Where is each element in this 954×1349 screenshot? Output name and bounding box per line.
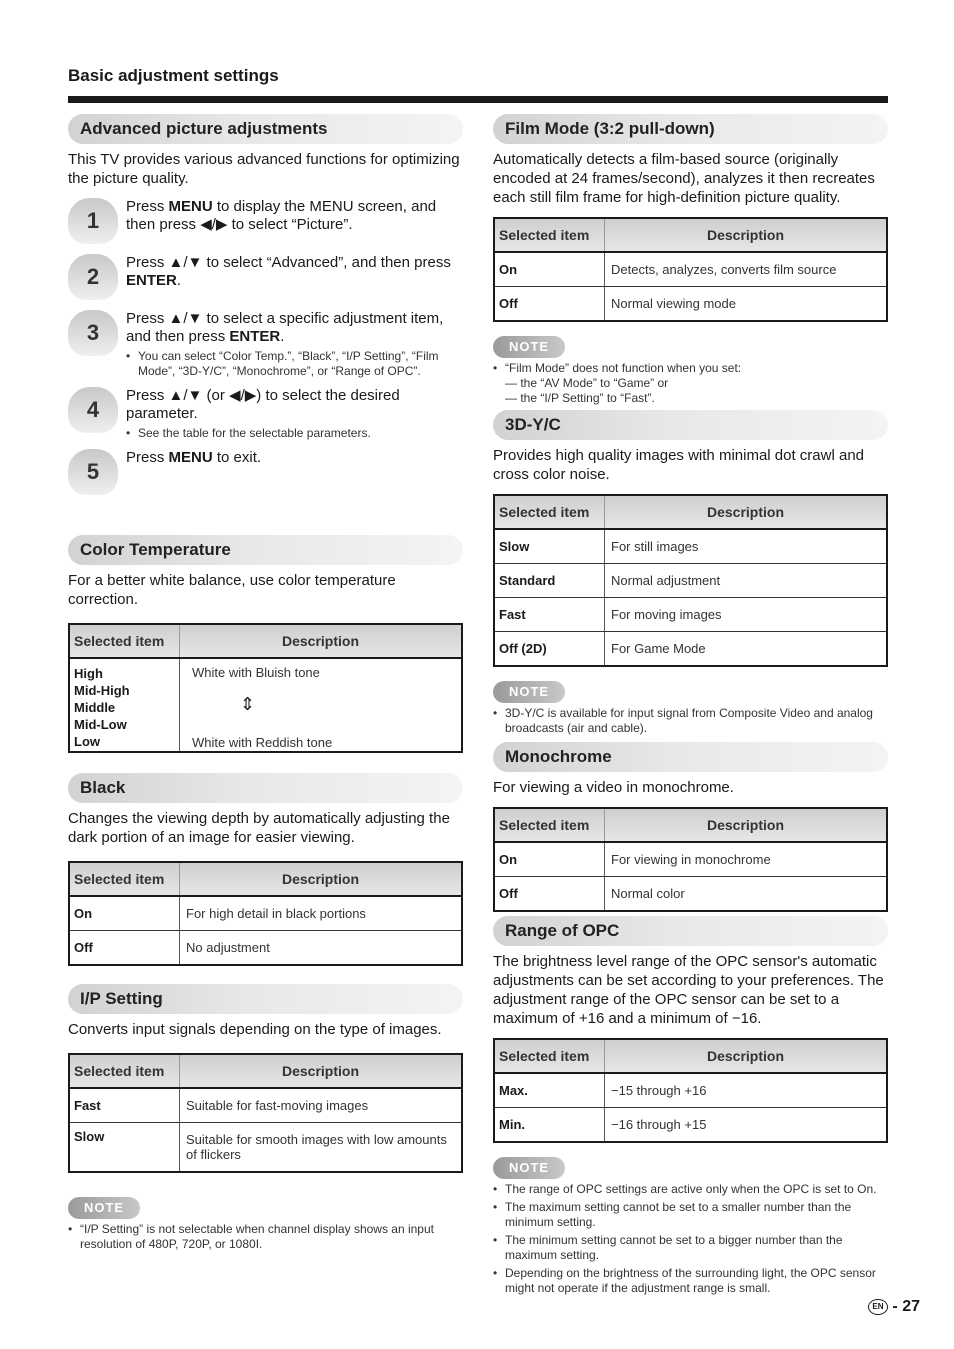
step-number-badge: 1 <box>68 198 118 244</box>
step-note: • You can select “Color Temp.”, “Black”, “I/P Setting”, “Film Mode”, “3D-Y/C”, “Monochrome”, or “Range of OPC”. <box>126 349 463 379</box>
color-temp-table <box>68 623 463 753</box>
section-heading-film-mode: Film Mode (3:2 pull-down) <box>493 114 888 144</box>
column-header-description: Description <box>605 495 888 529</box>
column-header-item: Selected item <box>494 808 605 842</box>
black-intro: Changes the viewing depth by automatically adjusting the dark portion of an image for easier viewing. <box>68 810 450 846</box>
film-mode-intro: Automatically detects a film-based source (originally encoded at 24 frames/second), analyzes it then recreates each still film frame for high-definition picture quality. <box>493 151 875 206</box>
film-mode-note-sub-2: — the “I/P Setting” to “Fast”. <box>505 391 655 405</box>
table-cell-item: On <box>69 896 180 931</box>
step-3 <box>68 310 463 379</box>
section-heading-advanced: Advanced picture adjustments <box>68 114 463 144</box>
note-badge: NOTE <box>493 1157 565 1179</box>
step-text: Press ▲/▼ to select a specific adjustment item, and then press ENTER. • You can select “Color Temp.”, “Black”, “I/P Setting”, “Film Mode”, “3D-Y/C”, “Monochrome”, or “Range of OPC”. <box>126 310 463 379</box>
film-mode-note-sub-1: — the “AV Mode” to “Game” or <box>505 376 669 390</box>
column-header-item: Selected item <box>69 624 180 658</box>
language-badge: EN <box>868 1299 888 1315</box>
table-row <box>494 252 887 287</box>
black-table <box>68 861 463 966</box>
note-badge: NOTE <box>493 681 565 703</box>
section-heading-black: Black <box>68 773 463 803</box>
page-title: Basic adjustment settings <box>68 66 279 85</box>
table-cell-description: −15 through +16 <box>605 1073 888 1108</box>
yc3d-table <box>493 494 888 667</box>
advanced-intro: This TV provides various advanced functions for optimizing the picture quality. <box>68 151 460 187</box>
page-number <box>868 1298 920 1316</box>
table-row <box>494 287 887 322</box>
column-header-description: Description <box>180 1054 463 1088</box>
table-cell-description: Suitable for smooth images with low amounts of flickers <box>180 1123 463 1173</box>
header-rule <box>68 96 888 103</box>
column-header-item: Selected item <box>494 1039 605 1073</box>
film-mode-table <box>493 217 888 322</box>
column-header-description: Description <box>605 808 888 842</box>
page-number-text: - 27 <box>892 1298 920 1315</box>
left-column <box>68 114 463 1252</box>
table-row <box>69 931 462 966</box>
table-cell-description: For still images <box>605 529 888 564</box>
section-heading-3d-yc: 3D-Y/C <box>493 410 888 440</box>
table-cell-item: On <box>494 842 605 877</box>
note-badge: NOTE <box>68 1197 140 1219</box>
step-text: Press MENU to exit. <box>126 449 262 466</box>
note-item: • The maximum setting cannot be set to a smaller number than the minimum setting. <box>493 1200 888 1230</box>
opc-intro: The brightness level range of the OPC sensor's automatic adjustments can be set according to your preferences. The adjustment range of the OPC sensor can be set to a maximum of +16 and a minimum of −16. <box>493 953 884 1027</box>
table-cell-item: Off (2D) <box>494 632 605 667</box>
table-row <box>69 896 462 931</box>
column-header-description: Description <box>605 1039 888 1073</box>
step-text: Press MENU to display the MENU screen, and then press ◀/▶ to select “Picture”. <box>126 198 437 233</box>
color-temp-desc-low: White with Reddish tone <box>192 735 333 750</box>
step-4 <box>68 387 463 441</box>
table-row <box>494 842 887 877</box>
table-cell-description: −16 through +15 <box>605 1108 888 1143</box>
ip-setting-intro: Converts input signals depending on the type of images. <box>68 1021 442 1038</box>
note-badge: NOTE <box>493 336 565 358</box>
color-temp-item: Mid-Low <box>74 717 127 732</box>
step-2 <box>68 254 463 302</box>
color-temp-desc-high: White with Bluish tone <box>192 665 320 680</box>
table-row <box>494 1108 887 1143</box>
column-header-description: Description <box>180 624 463 658</box>
step-text: Press ▲/▼ (or ◀/▶) to select the desired parameter. • See the table for the selectable parameters. <box>126 387 463 441</box>
column-header-item: Selected item <box>494 495 605 529</box>
color-temp-item: Mid-High <box>74 683 130 698</box>
table-row <box>494 877 887 912</box>
table-row <box>494 598 887 632</box>
table-cell-description: For viewing in monochrome <box>605 842 888 877</box>
table-cell-item: Off <box>494 287 605 322</box>
table-cell-description: For high detail in black portions <box>180 896 463 931</box>
table-cell-description: Detects, analyzes, converts film source <box>605 252 888 287</box>
yc3d-notes <box>493 706 888 736</box>
table-cell-item: Slow <box>494 529 605 564</box>
color-temp-intro: For a better white balance, use color temperature correction. <box>68 572 396 608</box>
table-cell-item: Max. <box>494 1073 605 1108</box>
ip-setting-table <box>68 1053 463 1173</box>
section-heading-color-temp: Color Temperature <box>68 535 463 565</box>
step-number-badge: 5 <box>68 449 118 495</box>
step-5 <box>68 449 463 497</box>
yc3d-intro: Provides high quality images with minimal dot crawl and cross color noise. <box>493 447 865 483</box>
color-temp-item: Middle <box>74 700 116 715</box>
opc-notes <box>493 1182 888 1296</box>
table-cell-item: Standard <box>494 564 605 598</box>
note-item: • Depending on the brightness of the surrounding light, the OPC sensor might not operate if the adjustment range is small. <box>493 1266 888 1296</box>
column-header-item: Selected item <box>494 218 605 252</box>
table-cell-item: Slow <box>69 1123 180 1173</box>
table-cell-description: Normal viewing mode <box>605 287 888 322</box>
ip-setting-notes <box>68 1222 463 1252</box>
monochrome-table <box>493 807 888 912</box>
table-cell-description: For Game Mode <box>605 632 888 667</box>
section-heading-ip-setting: I/P Setting <box>68 984 463 1014</box>
column-header-description: Description <box>605 218 888 252</box>
section-heading-monochrome: Monochrome <box>493 742 888 772</box>
note-item: • The range of OPC settings are active only when the OPC is set to On. <box>493 1182 888 1197</box>
note-item: • The minimum setting cannot be set to a bigger number than the maximum setting. <box>493 1233 888 1263</box>
table-row <box>494 529 887 564</box>
table-cell-description: Normal adjustment <box>605 564 888 598</box>
step-number-badge: 2 <box>68 254 118 300</box>
steps-list <box>68 198 463 497</box>
table-cell-description: For moving images <box>605 598 888 632</box>
column-header-item: Selected item <box>69 862 180 896</box>
table-cell-item: Off <box>69 931 180 966</box>
table-row <box>494 632 887 667</box>
note-item: • “I/P Setting” is not selectable when channel display shows an input resolution of 480P, 720P, or 1080I. <box>68 1222 463 1252</box>
table-cell-item: Fast <box>494 598 605 632</box>
step-1 <box>68 198 463 246</box>
step-number-badge: 3 <box>68 310 118 356</box>
color-temp-item: High <box>74 666 103 681</box>
section-heading-opc: Range of OPC <box>493 916 888 946</box>
monochrome-intro: For viewing a video in monochrome. <box>493 779 734 796</box>
table-row <box>494 564 887 598</box>
color-temp-items <box>69 658 180 752</box>
column-header-item: Selected item <box>69 1054 180 1088</box>
table-cell-item: Fast <box>69 1088 180 1123</box>
up-down-arrow-icon: ⇕ <box>240 694 256 714</box>
table-row <box>494 1073 887 1108</box>
table-row <box>69 1123 462 1173</box>
table-cell-description: Normal color <box>605 877 888 912</box>
step-text: Press ▲/▼ to select “Advanced”, and then press ENTER. <box>126 254 451 289</box>
table-cell-item: Off <box>494 877 605 912</box>
table-cell-description: No adjustment <box>180 931 463 966</box>
note-item: • 3D-Y/C is available for input signal from Composite Video and analog broadcasts (air and cable). <box>493 706 888 736</box>
table-row <box>69 1088 462 1123</box>
film-mode-note: • “Film Mode” does not function when you set: <box>493 361 888 376</box>
opc-table <box>493 1038 888 1143</box>
step-number-badge: 4 <box>68 387 118 433</box>
table-cell-item: On <box>494 252 605 287</box>
table-cell-description: Suitable for fast-moving images <box>180 1088 463 1123</box>
color-temp-item: Low <box>74 734 100 749</box>
table-cell-item: Min. <box>494 1108 605 1143</box>
column-header-description: Description <box>180 862 463 896</box>
right-column <box>493 114 888 1296</box>
step-note: • See the table for the selectable parameters. <box>126 426 463 441</box>
